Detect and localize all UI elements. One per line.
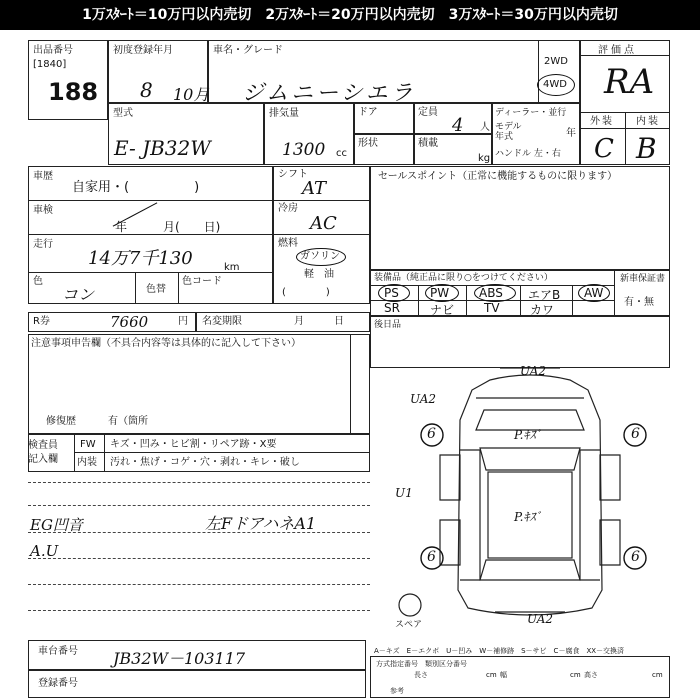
equip-aw-circle xyxy=(578,284,610,302)
equip-airbag: エアB xyxy=(528,288,561,302)
equip-sr: SR xyxy=(384,301,400,315)
fw-text: キズ・凹み・ヒビ割・リペア跡・X要 xyxy=(110,439,277,450)
displacement-unit: cc xyxy=(336,148,347,159)
rear-items-label: 後日品 xyxy=(374,320,402,330)
mileage-label: 走行 xyxy=(33,239,53,250)
equip-abs-circle xyxy=(474,284,516,302)
ac-value: AC xyxy=(310,213,337,234)
equip-tv: TV xyxy=(484,301,500,315)
repair-history-label: 修復歴 xyxy=(46,416,76,427)
first-registration-year: 8 xyxy=(140,78,153,102)
fuel-other: ( ) xyxy=(282,287,330,298)
notes-title: 注意事項申告欄（不具合内容等は具体的に記入して下さい） xyxy=(31,338,301,349)
name-change-label: 名変期限 xyxy=(202,316,242,327)
year-unit: 年 xyxy=(566,128,576,139)
car-name-label: 車名・グレード xyxy=(213,45,283,56)
equip-abs: ABS xyxy=(479,286,503,300)
damage-ua2-left: UA2 xyxy=(410,392,437,406)
drive-2wd: 2WD xyxy=(544,56,568,67)
tire-mark-rl: 6 xyxy=(427,549,436,565)
drive-4wd: 4WD xyxy=(543,79,567,90)
displacement-value: 1300 xyxy=(282,140,326,160)
lot-number-label: 出品番号 xyxy=(33,45,73,56)
exterior-label: 外装 xyxy=(590,116,614,127)
width-unit: cm xyxy=(570,671,581,679)
sales-point-label: セールスポイント（正常に機能するものに限ります） xyxy=(378,171,618,182)
dimensions-caption: 方式指定番号 類別区分番号 xyxy=(376,660,467,668)
color-change-label: 色替 xyxy=(146,284,166,295)
damage-u1: U1 xyxy=(395,486,413,500)
evaluation-label: 評価点 xyxy=(598,45,637,56)
warranty-label: 新車保証書 xyxy=(620,274,666,284)
equip-pw: PW xyxy=(430,286,450,300)
auction-terms-banner: 1万ｽﾀｰﾄ＝10万円以内売切 2万ｽﾀｰﾄ＝20万円以内売切 3万ｽﾀｰﾄ＝30万円以内売切 xyxy=(0,0,700,30)
door-label: ドア xyxy=(358,107,378,118)
fuel-gas: ガソリン xyxy=(300,251,340,262)
color-value: コン xyxy=(62,285,95,304)
load-label: 積載 xyxy=(418,138,438,149)
history-label: 車歴 xyxy=(33,171,53,182)
chassis-number-label: 車台番号 xyxy=(38,646,78,657)
repair-history-value: 有（箇所 xyxy=(108,416,148,427)
lot-number: 188 xyxy=(48,78,99,106)
fuel-label: 燃料 xyxy=(278,238,298,249)
exterior-grade: C xyxy=(594,134,614,164)
evaluation-value: RA xyxy=(604,62,655,102)
recycle-value: 7660 xyxy=(110,313,149,331)
model-value: E- JB32W xyxy=(114,136,211,160)
equip-ps: PS xyxy=(384,286,399,300)
inspection-label: 車検 xyxy=(33,205,53,216)
spare-label: スペア xyxy=(395,620,423,630)
height-label: 高さ xyxy=(584,671,598,679)
tire-mark-fr: 6 xyxy=(631,426,640,442)
registration-number-cell xyxy=(28,670,366,698)
warranty-value: 有・無 xyxy=(624,297,654,308)
length-unit: cm xyxy=(486,671,497,679)
recycle-unit: 円 xyxy=(178,316,188,327)
first-registration-label: 初度登録年月 xyxy=(113,45,173,56)
damage-legend: A－キズ E－エクボ U－凹み W－補修跡 S－サビ C－腐食 XX－交換済 xyxy=(374,647,625,655)
notes-block xyxy=(28,334,370,434)
color-code-label: 色コード xyxy=(182,276,222,287)
name-change-value: 月 日 xyxy=(294,316,344,327)
color-label: 色 xyxy=(33,276,43,287)
inspector-label: 検査員 記入欄 xyxy=(28,440,58,465)
note-fender: 左FドアハネA1 xyxy=(205,514,317,533)
fuel-diesel: 軽 油 xyxy=(304,269,334,280)
interior-label: 内装 xyxy=(636,116,660,127)
model-label: 型式 xyxy=(113,108,133,119)
interior-check-label: 内装 xyxy=(77,457,97,468)
lot-code: [1840] xyxy=(33,59,67,70)
shift-label: シフト xyxy=(278,169,308,180)
equip-aw: AW xyxy=(584,286,604,300)
history-value: 自家用・( ) xyxy=(72,180,200,195)
car-name-value: ジムニーシエラ xyxy=(242,81,416,106)
damage-ua2-bottom: UA2 xyxy=(527,612,554,626)
equip-ps-circle xyxy=(378,284,410,302)
capacity-value: 4 xyxy=(452,115,464,136)
fw-label: FW xyxy=(80,439,96,450)
tire-mark-fl: 6 xyxy=(427,426,436,442)
handle-label: ハンドル 左・右 xyxy=(495,149,561,159)
height-unit: cm xyxy=(652,671,663,679)
damage-p-front: P.ｷｽﾞ xyxy=(514,428,542,442)
equip-pw-circle xyxy=(425,284,459,302)
registration-number-label: 登録番号 xyxy=(38,678,78,689)
displacement-label: 排気量 xyxy=(269,108,299,119)
shape-label: 形状 xyxy=(358,138,378,149)
model-year-label: モデル 年式 xyxy=(495,122,522,142)
tire-mark-rr: 6 xyxy=(631,549,640,565)
first-registration-month: 10月 xyxy=(173,85,210,104)
dealer-label: ディーラー・並行 xyxy=(495,108,567,118)
equip-navi: ナビ xyxy=(430,303,455,317)
chassis-number-value: JB32W－103117 xyxy=(113,649,246,668)
capacity-unit: 人 xyxy=(480,122,490,133)
inspection-value: 年 月( 日) xyxy=(115,220,221,234)
damage-ua2-top: UA2 xyxy=(520,364,547,378)
capacity-label: 定員 xyxy=(418,107,438,118)
shift-value: AT xyxy=(302,178,327,199)
mileage-value: 14万7千130 xyxy=(88,248,193,269)
damage-p-rear: P.ｷｽﾞ xyxy=(514,510,542,524)
note-engine: EG凹音 xyxy=(30,516,83,534)
load-unit: kg xyxy=(478,153,491,164)
ac-label: 冷房 xyxy=(278,203,298,214)
remarks-label: 参考 xyxy=(390,687,404,695)
mileage-unit: km xyxy=(224,262,240,273)
width-label: 幅 xyxy=(500,671,507,679)
equip-leather: カワ xyxy=(530,303,555,317)
recycle-label: R券 xyxy=(33,316,50,327)
interior-grade: B xyxy=(636,132,657,165)
note-au: A.U xyxy=(30,542,59,560)
length-label: 長さ xyxy=(414,671,428,679)
equipment-label: 装備品（純正品に限り○をつけてください） xyxy=(374,273,553,283)
interior-check-text: 汚れ・焦げ・コゲ・穴・剥れ・キレ・破し xyxy=(110,457,300,468)
